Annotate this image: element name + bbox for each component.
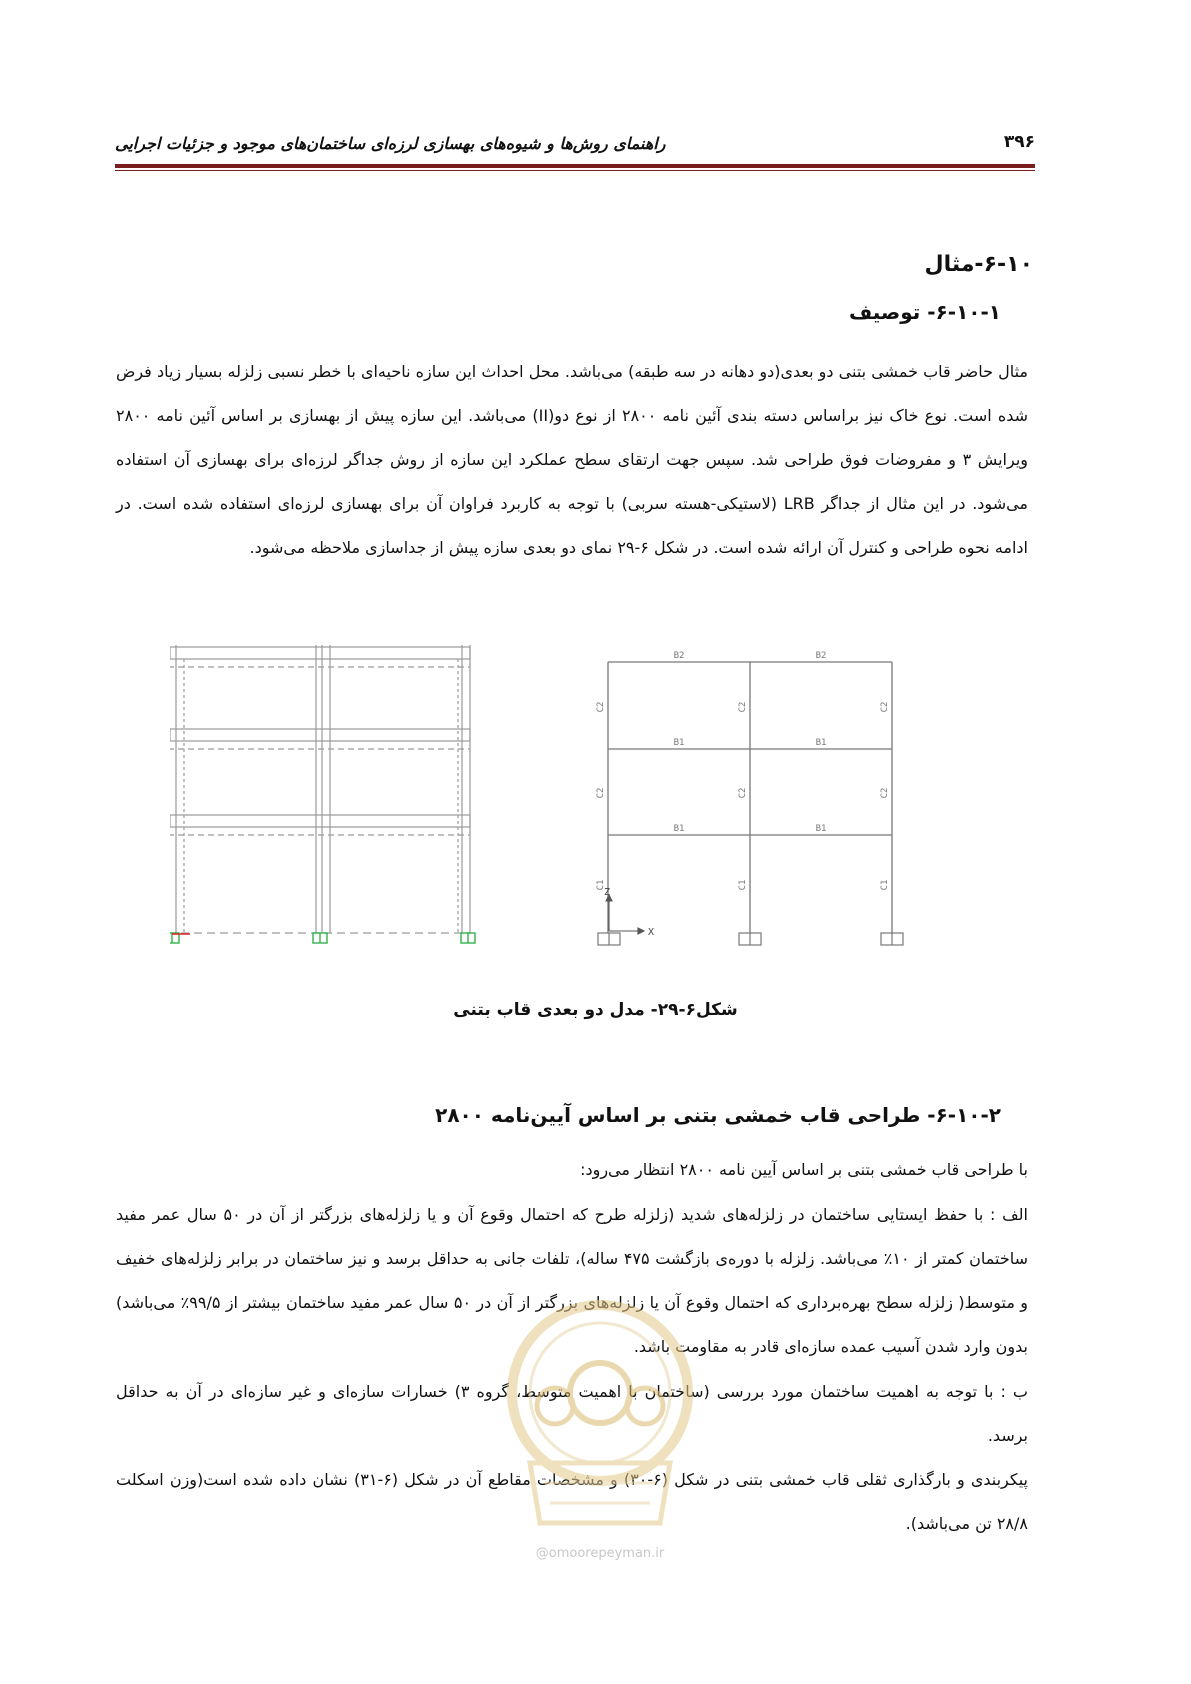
col-label-c1-mid: C1: [738, 879, 748, 891]
beam-label-b1-lower-right: B1: [815, 824, 827, 834]
beam-label-b1-upper-right: B1: [815, 738, 827, 748]
model-3d-view: [170, 645, 470, 933]
beam-label-b2-right: B2: [815, 651, 827, 661]
page-number: ۳۹۶: [1003, 132, 1035, 152]
watermark-seal-icon: [485, 1288, 715, 1538]
axis-triad: [606, 895, 644, 934]
col-label-c2-top-left: C2: [596, 701, 606, 713]
support-markers-2d: [598, 933, 903, 945]
paragraph-item-b: ب : با توجه به اهمیت ساختمان مورد بررسی (ساختمان با اهمیت متوسط، گروه ۳) خسارات سازه‌ای و غیر سازه‌ای در آن به حداقل برسد.: [116, 1382, 1028, 1445]
paragraph-description: مثال حاضر قاب خمشی بتنی دو بعدی(دو دهانه در سه طبقه) می‌باشد. محل احداث این سازه ناحیه‌ای با خطر نسبی زلزله بسیار زیاد فرض شده است. نوع خاک نیز براساس دسته بندی آئین نامه ۲۸۰۰ از نوع دو(II) می‌باشد. این سازه پیش از بهسازی بر اساس آئین نامه ۲۸۰۰ ویرایش ۳ و مفروضات فوق طراحی شد. سپس جهت ارتقای سطح عملکرد این سازه از روش جداگر لرزه‌ای برای بهسازی آن استفاده می‌شود. در این مثال از جداگر LRB (لاستیکی-هسته سربی) با توجه به کاربرد فراوان آن برای بهسازی لرزه‌ای استفاده شده است. در ادامه نحوه طراحی و کنترل آن ارائه شده است. در شکل ۶-۲۹ نمای دو بعدی سازه پیش از جداسازی ملاحظه می‌شود.: [116, 362, 1029, 557]
frame-figure: [170, 645, 970, 985]
axis-z-label: Z: [604, 887, 611, 898]
publisher-watermark: [485, 1288, 715, 1578]
subsection-heading-description: ۶-۱۰-۱- توصیف: [848, 300, 1001, 324]
col-label-c1-left: C1: [596, 879, 606, 891]
beam-label-b1-upper-left: B1: [673, 738, 685, 748]
running-head: [115, 130, 1035, 160]
paragraph-configuration: پیکربندی و بارگذاری ثقلی قاب خمشی بتنی در شکل (۶-۳۰) و مشخصات مقاطع آن در شکل (۶-۳۱) نشان داده شده است(وزن اسکلت ۲۸/۸ تن می‌باشد).: [116, 1470, 1028, 1533]
col-label-c2-mid-right: C2: [880, 787, 890, 799]
col-label-c2-top-right: C2: [880, 701, 890, 713]
beam-label-b1-lower-left: B1: [673, 824, 685, 834]
paragraph-intro: با طراحی قاب خمشی بتنی بر اساس آیین نامه ۲۸۰۰ انتظار می‌رود:: [580, 1160, 1028, 1179]
col-label-c2-top-mid: C2: [738, 701, 748, 713]
header-rule-thin: [115, 170, 1035, 171]
watermark-url: @omoorepeyman.ir: [535, 1546, 665, 1561]
support-markers-3d: [170, 933, 475, 943]
section-heading: ۶-۱۰-مثال: [924, 252, 1033, 277]
col-label-c2-mid-left: C2: [596, 787, 606, 799]
col-label-c1-right: C1: [880, 879, 890, 891]
beam-label-b2-left: B2: [673, 651, 685, 661]
header-rule-thick: [115, 164, 1035, 168]
figure-caption: شکل۶-۲۹- مدل دو بعدی قاب بتنی: [453, 1000, 738, 1020]
axis-x-label: X: [648, 927, 655, 938]
subsection-heading-design: ۶-۱۰-۲- طراحی قاب خمشی بتنی بر اساس آیین‌نامه ۲۸۰۰: [435, 1103, 1001, 1127]
paragraph-item-a: الف : با حفظ ایستایی ساختمان در زلزله‌های شدید (زلزله طرح که احتمال وقوع آن و یا زلزله‌های بزرگتر از آن در ۵۰ سال عمر مفید ساختمان کمتر از ۱۰٪ می‌باشد. زلزله با دوره‌ی بازگشت ۴۷۵ ساله)، تلفات جانی به حداقل برسد و نیز ساختمان در برابر زلزله‌های خفیف و متوسط( زلزله سطح بهره‌برداری که احتمال وقوع آن یا زلزله‌های بزرگتر از آن در ۵۰ سال عمر مفید ساختمان بیشتر از ۹۹/۵٪ می‌باشد) بدون وارد شدن آسیب عمده سازه‌ای قادر به مقاومت باشد.: [116, 1205, 1029, 1356]
model-2d-view: [608, 662, 892, 933]
book-title: راهنمای روش‌ها و شیوه‌های بهسازی لرزه‌ای ساختمان‌های موجود و جزئیات اجرایی: [115, 134, 666, 153]
col-label-c2-mid-mid: C2: [738, 787, 748, 799]
